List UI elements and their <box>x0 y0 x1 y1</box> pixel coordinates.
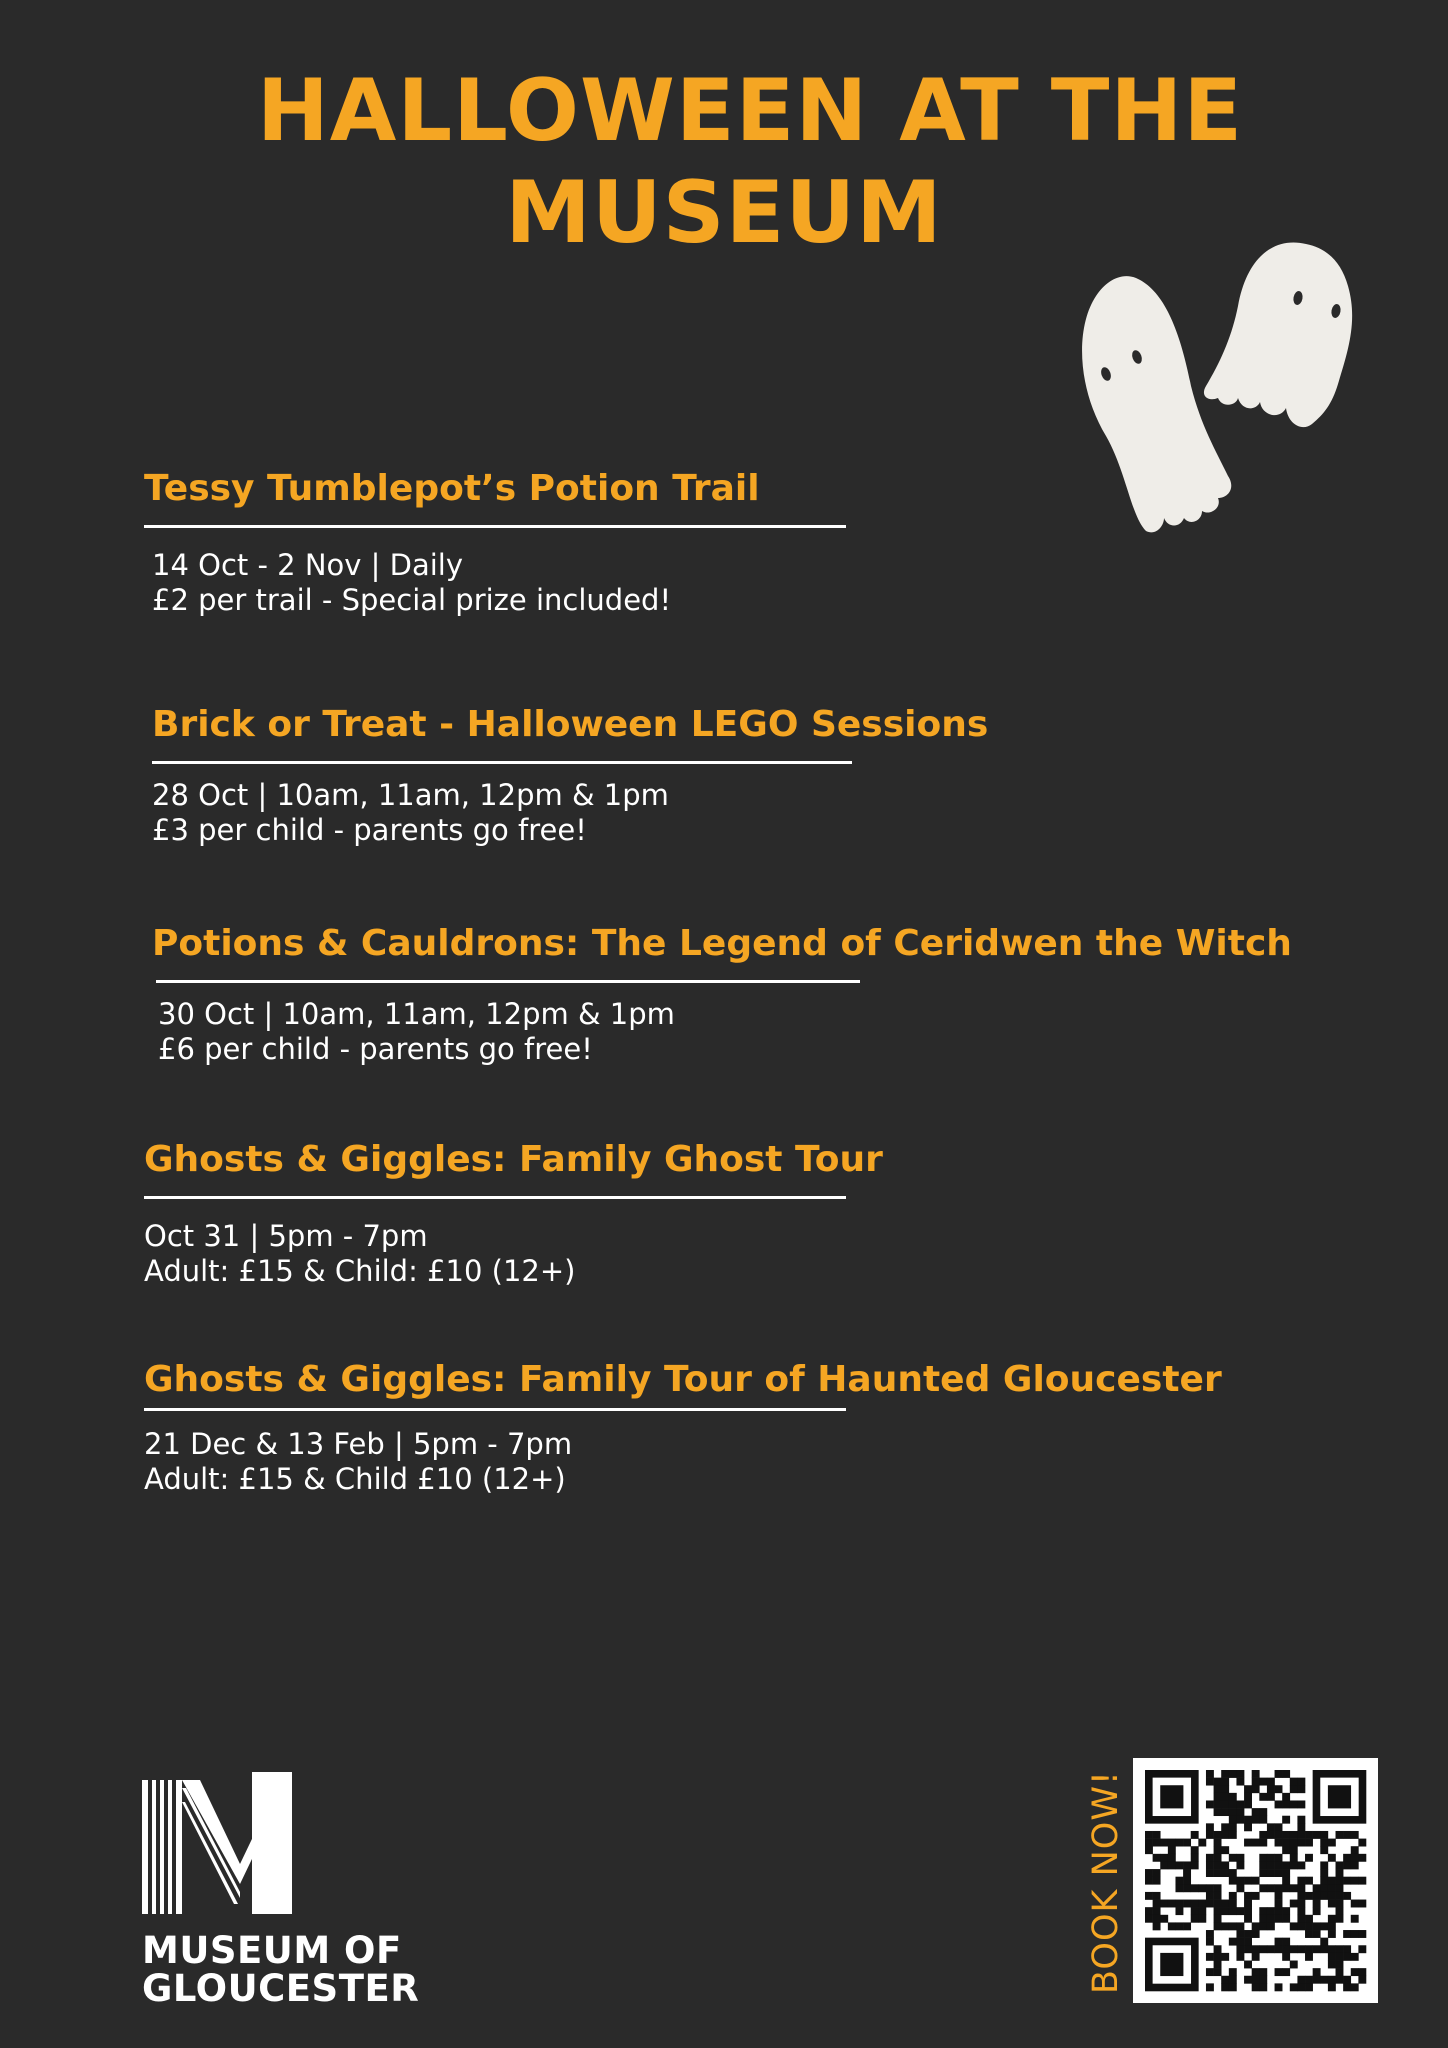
ghosts-icon <box>1076 236 1386 546</box>
event-date: Oct 31 | 5pm - 7pm <box>144 1219 428 1253</box>
poster-title-line2: MUSEUM <box>505 163 943 263</box>
event-date: 14 Oct - 2 Nov | Daily <box>152 548 464 582</box>
event-price: £2 per trail - Special prize included! <box>152 583 672 617</box>
event-divider <box>156 980 860 983</box>
event-item-4 <box>144 1138 883 1289</box>
event-title: Tessy Tumblepot’s Potion Trail <box>144 468 760 509</box>
event-divider <box>144 1196 846 1199</box>
museum-name-line2: GLOUCESTER <box>142 1967 420 2010</box>
book-now-label <box>1084 1762 1128 2002</box>
event-divider <box>152 761 852 764</box>
event-price: Adult: £15 & Child £10 (12+) <box>144 1462 566 1496</box>
event-date: 28 Oct | 10am, 11am, 12pm & 1pm <box>152 778 669 812</box>
event-date: 21 Dec & 13 Feb | 5pm - 7pm <box>144 1427 573 1461</box>
event-price: Adult: £15 & Child: £10 (12+) <box>144 1254 576 1288</box>
event-date: 30 Oct | 10am, 11am, 12pm & 1pm <box>158 997 675 1031</box>
museum-name-line1: MUSEUM OF <box>142 1929 402 1972</box>
event-title: Potions & Cauldrons: The Legend of Ceridwen the Witch <box>152 923 1292 964</box>
event-item-1 <box>144 467 846 618</box>
museum-name <box>142 1929 420 2010</box>
poster-title <box>0 60 1448 264</box>
qr-code-icon <box>1133 1758 1378 2003</box>
event-item-5 <box>144 1358 1222 1497</box>
event-item-2 <box>152 703 988 848</box>
event-item-3 <box>152 922 1292 1067</box>
museum-logo <box>142 1772 419 2008</box>
book-now-text: BOOK NOW! <box>1086 1770 1126 1994</box>
event-divider <box>144 1408 846 1411</box>
m-logo-icon <box>142 1772 292 1914</box>
poster-title-line1: HALLOWEEN AT THE <box>256 61 1244 161</box>
event-price: £6 per child - parents go free! <box>158 1032 593 1066</box>
event-title: Ghosts & Giggles: Family Tour of Haunted Gloucester <box>144 1359 1222 1400</box>
qr-code[interactable] <box>1133 1758 1378 2003</box>
event-title: Brick or Treat - Halloween LEGO Sessions <box>152 704 989 745</box>
event-divider <box>144 525 846 528</box>
event-price: £3 per child - parents go free! <box>152 813 587 847</box>
event-title: Ghosts & Giggles: Family Ghost Tour <box>144 1139 883 1180</box>
